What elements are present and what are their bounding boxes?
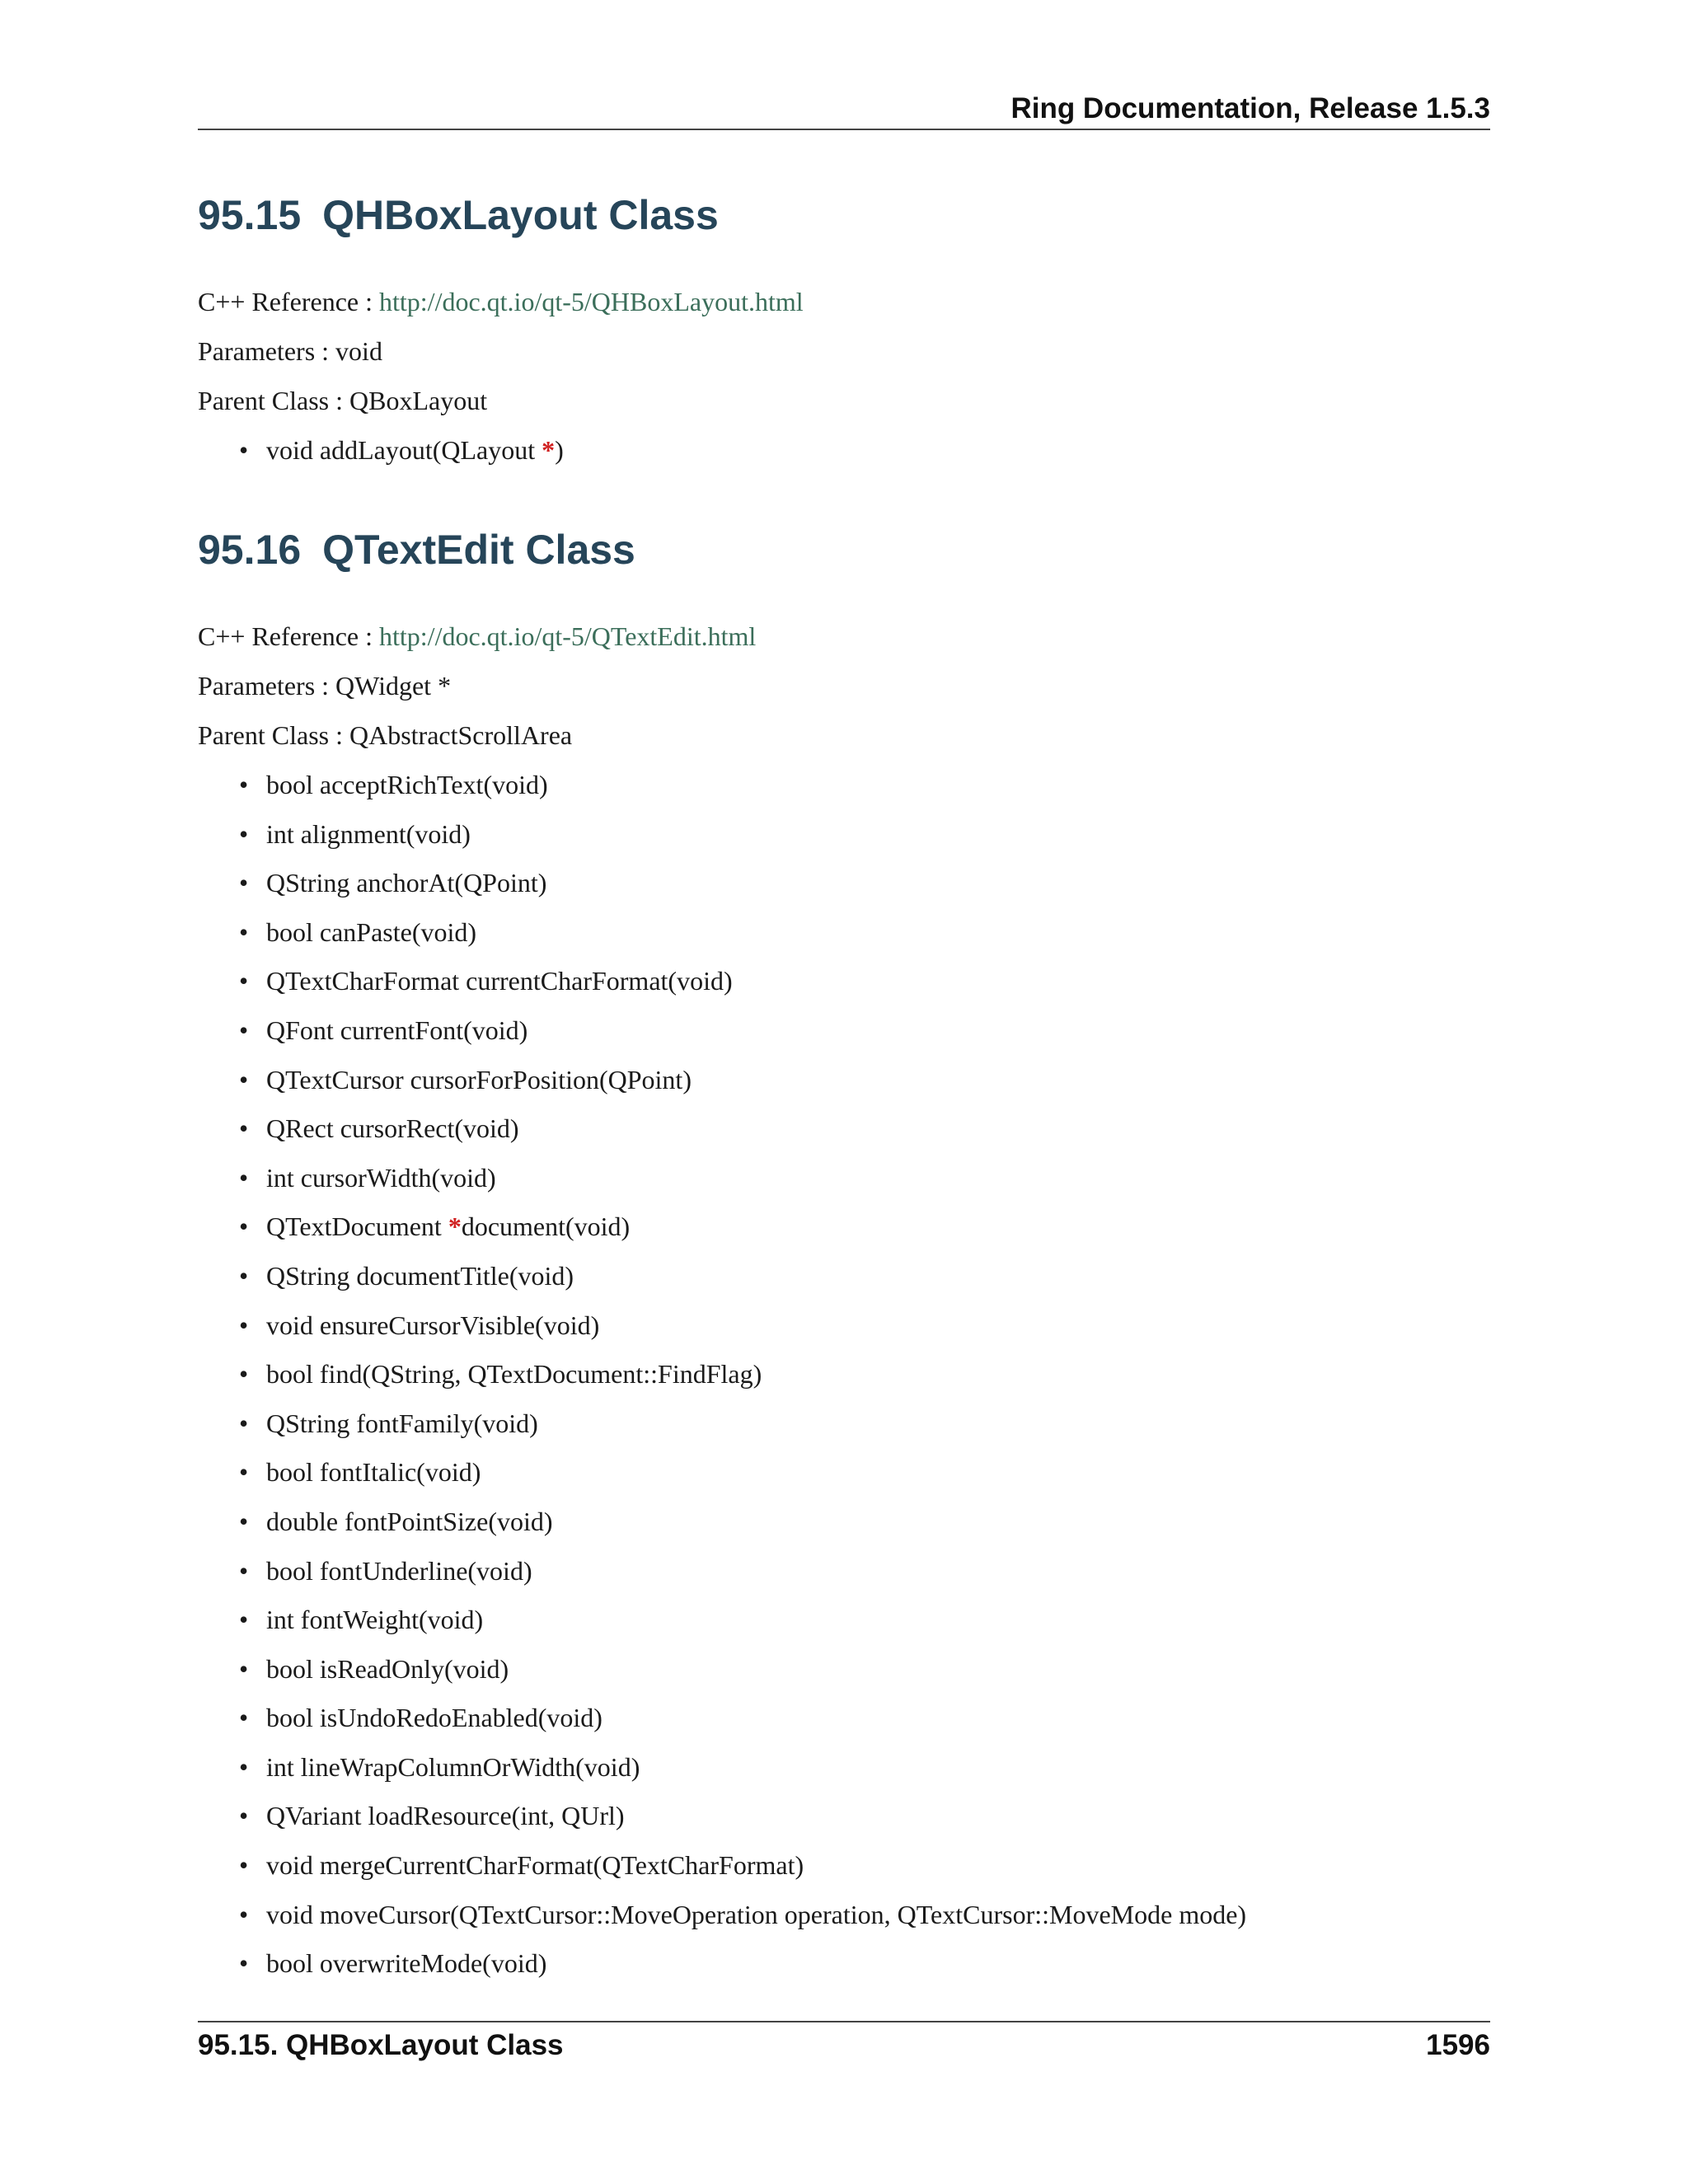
method-signature: void mergeCurrentCharFormat(QTextCharFormat) xyxy=(266,1850,804,1881)
method-item xyxy=(198,916,1246,965)
method-item xyxy=(198,1407,1246,1456)
section-number: 95.16 xyxy=(198,527,302,573)
qhboxlayout-method-list xyxy=(198,434,564,483)
method-signature: bool isReadOnly(void) xyxy=(266,1653,509,1684)
method-item xyxy=(198,964,1246,1014)
cpp-reference-label: C++ Reference : xyxy=(198,287,379,316)
method-signature: void moveCursor(QTextCursor::MoveOperation operation, QTextCursor::MoveMode mode) xyxy=(266,1899,1247,1929)
parameters-line: Parameters : QWidget * xyxy=(198,671,452,701)
section-number: 95.15 xyxy=(198,192,302,238)
method-signature: int lineWrapColumnOrWidth(void) xyxy=(266,1751,640,1782)
pointer-asterisk: * xyxy=(542,435,556,465)
section-title-text: QHBoxLayout Class xyxy=(322,192,719,238)
method-signature: int fontWeight(void) xyxy=(266,1605,484,1635)
method-item xyxy=(198,1554,1246,1604)
method-signature: bool canPaste(void) xyxy=(266,916,477,947)
method-item xyxy=(198,1750,1246,1800)
method-signature: void addLayout(QLayout xyxy=(266,435,542,465)
cpp-reference-label: C++ Reference : xyxy=(198,621,379,651)
method-signature: bool fontUnderline(void) xyxy=(266,1555,532,1586)
page-number: 1596 xyxy=(1426,2029,1490,2061)
cpp-reference-line xyxy=(198,620,756,653)
method-signature: QTextCharFormat currentCharFormat(void) xyxy=(266,966,733,996)
cpp-reference-line xyxy=(198,285,804,318)
method-item xyxy=(198,1259,1246,1309)
pointer-asterisk: * xyxy=(448,1212,462,1242)
parent-class-line: Parent Class : QBoxLayout xyxy=(198,386,488,415)
method-signature: QTextCursor cursorForPosition(QPoint) xyxy=(266,1064,692,1094)
running-header: Ring Documentation, Release 1.5.3 xyxy=(1010,92,1490,124)
header-rule xyxy=(198,129,1490,130)
method-item xyxy=(198,818,1246,867)
method-item xyxy=(198,1701,1246,1750)
method-signature-tail: ) xyxy=(555,435,564,465)
method-signature-tail: document(void) xyxy=(461,1212,631,1242)
method-item xyxy=(198,1898,1246,1947)
method-item xyxy=(198,1112,1246,1161)
section-heading-qhboxlayout xyxy=(198,191,719,239)
running-footer-section: 95.15. QHBoxLayout Class xyxy=(198,2029,564,2061)
method-item xyxy=(198,1505,1246,1554)
method-signature: bool acceptRichText(void) xyxy=(266,770,548,799)
method-item xyxy=(198,768,1246,818)
section-title-text: QTextEdit Class xyxy=(322,527,635,573)
method-item xyxy=(198,1455,1246,1505)
method-item xyxy=(198,866,1246,916)
qtextedit-doc-link[interactable]: http://doc.qt.io/qt-5/QTextEdit.html xyxy=(379,621,757,651)
method-item xyxy=(198,1210,1246,1259)
method-item xyxy=(198,1161,1246,1211)
method-item xyxy=(198,1652,1246,1702)
method-item xyxy=(198,1309,1246,1358)
method-signature: QString anchorAt(QPoint) xyxy=(266,868,547,898)
method-item xyxy=(198,1603,1246,1652)
method-signature: bool isUndoRedoEnabled(void) xyxy=(266,1703,603,1733)
section-heading-qtextedit xyxy=(198,526,635,574)
document-page xyxy=(198,0,1490,2184)
method-signature: void ensureCursorVisible(void) xyxy=(266,1310,600,1340)
method-item xyxy=(198,1063,1246,1113)
method-signature: QTextDocument xyxy=(266,1212,448,1242)
method-signature: bool fontItalic(void) xyxy=(266,1457,481,1488)
method-signature: QFont currentFont(void) xyxy=(266,1015,528,1045)
qhboxlayout-doc-link[interactable]: http://doc.qt.io/qt-5/QHBoxLayout.html xyxy=(379,287,804,316)
method-signature: QRect cursorRect(void) xyxy=(266,1113,519,1144)
method-item xyxy=(198,1014,1246,1063)
method-signature: QString fontFamily(void) xyxy=(266,1408,538,1438)
method-signature: int alignment(void) xyxy=(266,818,471,849)
footer-rule xyxy=(198,2021,1490,2022)
parent-class-line: Parent Class : QAbstractScrollArea xyxy=(198,720,573,750)
qtextedit-method-list xyxy=(198,768,1246,1996)
method-item xyxy=(198,434,564,483)
method-signature: bool overwriteMode(void) xyxy=(266,1948,547,1979)
method-item xyxy=(198,1799,1246,1849)
method-signature: QString documentTitle(void) xyxy=(266,1260,574,1291)
method-item xyxy=(198,1947,1246,1996)
method-signature: double fontPointSize(void) xyxy=(266,1506,553,1536)
method-signature: QVariant loadResource(int, QUrl) xyxy=(266,1801,625,1831)
method-item xyxy=(198,1849,1246,1898)
method-signature: bool find(QString, QTextDocument::FindFlag) xyxy=(266,1359,762,1390)
method-item xyxy=(198,1357,1246,1407)
parameters-line: Parameters : void xyxy=(198,336,382,366)
method-signature: int cursorWidth(void) xyxy=(266,1162,496,1193)
